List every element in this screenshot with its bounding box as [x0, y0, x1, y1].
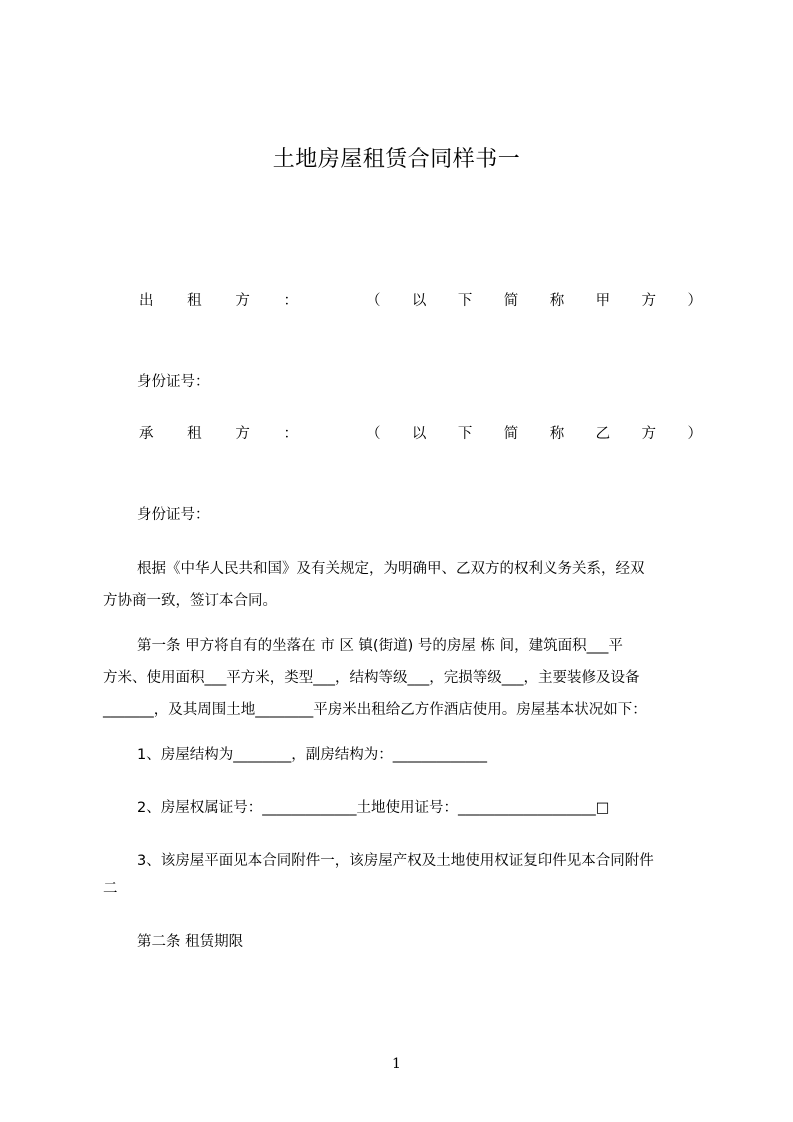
lessor-id-field: 身份证号：	[137, 374, 210, 390]
lessee-note-char: 简	[503, 426, 519, 442]
lessor-label-char: 出	[139, 293, 154, 309]
lessor-note-char: ）	[687, 293, 702, 309]
page-number: 1	[392, 1056, 401, 1072]
lessor-label-char: 租	[187, 293, 202, 309]
intro-line: 根据《中华人民共和国》及有关规定，为明确甲、乙双方的权利义务关系，经双	[137, 561, 645, 577]
lessor-line	[139, 291, 298, 311]
article-1-line: _______，及其周围土地________平房米出租给乙方作酒店使用。房屋基本状况如下：	[103, 702, 647, 718]
intro-paragraph	[103, 553, 703, 617]
item-3-line: 3、该房屋平面见本合同附件一，该房屋产权及土地使用权证复印件见本合同附件	[137, 853, 654, 869]
lessee-label-char: 承	[139, 426, 154, 442]
lessee-line	[139, 424, 298, 444]
lessee-note-char: 下	[457, 426, 473, 442]
lessee-note-char: 方	[641, 426, 657, 442]
article-1-paragraph	[103, 630, 703, 726]
lessor-note	[366, 291, 702, 311]
lessor-label-char: ：	[283, 293, 298, 309]
lessee-label-char: ：	[283, 426, 298, 442]
lessee-note-char: ）	[687, 426, 702, 442]
item-3-paragraph	[103, 845, 703, 905]
lessor-note-char: （	[366, 293, 381, 309]
lessee-label-char: 租	[187, 426, 202, 442]
item-1: 1、房屋结构为________，副房结构为：_____________	[137, 747, 487, 763]
lessee-id-field: 身份证号：	[137, 507, 210, 523]
lessee-note-char: 以	[411, 426, 427, 442]
lessee-label-char: 方	[235, 426, 250, 442]
item-2: 2、房屋权属证号：_____________土地使用证号：___________________□	[137, 800, 610, 816]
lessor-note-char: 方	[641, 293, 657, 309]
article-1-line: 方米、使用面积___平方米，类型___，结构等级___，完损等级___，主要装修及设备	[103, 670, 640, 686]
lessor-note-char: 以	[411, 293, 427, 309]
lessor-note-char: 甲	[595, 293, 611, 309]
item-3-line: 二	[103, 881, 118, 897]
intro-line: 方协商一致，签订本合同。	[103, 593, 277, 609]
lessor-note-char: 称	[549, 293, 565, 309]
lessor-note-char: 简	[503, 293, 519, 309]
lessee-note-char: （	[366, 426, 381, 442]
lessee-note	[366, 424, 702, 444]
lessor-note-char: 下	[457, 293, 473, 309]
lessee-note-char: 称	[549, 426, 565, 442]
lessee-note-char: 乙	[595, 426, 611, 442]
article-1-line: 第一条 甲方将自有的坐落在 市 区 镇(街道) 号的房屋 栋 间，建筑面积___平	[137, 638, 623, 654]
lessor-label-char: 方	[235, 293, 250, 309]
article-2-heading: 第二条 租赁期限	[137, 934, 244, 950]
document-title: 土地房屋租赁合同样书一	[272, 147, 521, 172]
